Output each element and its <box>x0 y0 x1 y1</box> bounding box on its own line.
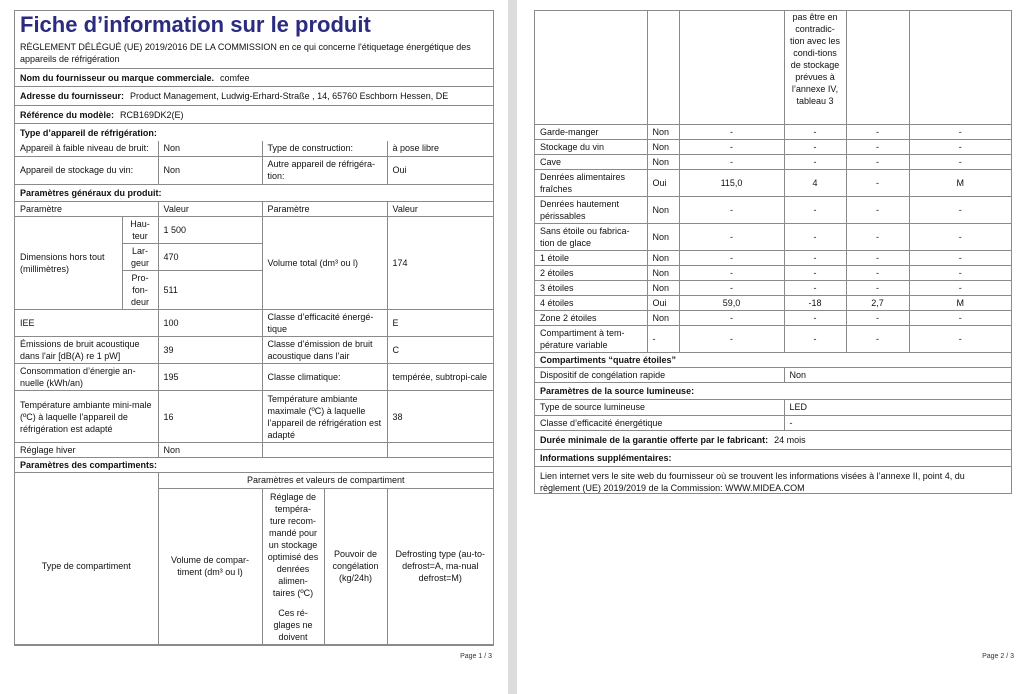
type-heading: Type d’appareil de réfrigération: <box>20 127 157 138</box>
empty-cell <box>15 473 158 488</box>
other-label: Autre appareil de réfrigéra-tion: <box>262 156 387 184</box>
address-value: Product Management, Ludwig-Erhard-Straße , 14, 65760 Eschborn Hessen, DE <box>130 91 449 101</box>
four-star-heading: Compartiments “quatre étoiles” <box>540 354 677 365</box>
address-row <box>15 87 493 106</box>
compartment-defrost: - <box>909 250 1011 265</box>
compartment-defrost: - <box>909 154 1011 169</box>
page-2 <box>517 0 1024 694</box>
compartment-freeze: - <box>846 124 909 139</box>
compartment-temp: - <box>784 124 846 139</box>
winter-value: Non <box>158 443 262 458</box>
link-text-block <box>535 467 1011 495</box>
compartment-temp: -18 <box>784 295 846 310</box>
warranty-value: 24 mois <box>774 434 806 445</box>
compartment-volume: - <box>679 265 784 280</box>
supplier-label: Nom du fournisseur ou marque commerciale. <box>20 72 215 83</box>
page-number: Page 1 / 3 <box>460 653 492 660</box>
compartment-temp: - <box>784 325 846 352</box>
model-label: Référence du modèle: <box>20 109 115 120</box>
compartment-row <box>535 265 1011 280</box>
page-1 <box>0 0 508 694</box>
light-type-label: Type de source lumineuse <box>535 400 784 415</box>
compartment-present: Non <box>647 139 679 154</box>
general-params-table <box>15 202 493 459</box>
compartment-present: Non <box>647 154 679 169</box>
empty-cell <box>262 443 387 458</box>
compartment-volume: 59,0 <box>679 295 784 310</box>
light-type-value: LED <box>784 400 1011 415</box>
empty-cell <box>679 11 784 124</box>
warranty-row <box>535 431 1011 450</box>
compartment-freeze: - <box>846 139 909 154</box>
compartment-row <box>535 169 1011 196</box>
iee-label: IEE <box>15 310 158 337</box>
compartment-name: 2 étoiles <box>535 265 647 280</box>
temp-note-continued: pas être en contradic-tion avec les condi-tions de stockage prévues à l’annexe IV, tableau 3 <box>784 11 846 124</box>
compartments-heading: Paramètres des compartiments: <box>20 460 158 470</box>
compartment-row <box>535 295 1011 310</box>
light-heading-row <box>535 383 1011 400</box>
min-temp-value: 16 <box>158 391 262 443</box>
light-table <box>535 400 1011 431</box>
compartment-temp: - <box>784 265 846 280</box>
compartment-row <box>535 124 1011 139</box>
compartment-temp: 4 <box>784 169 846 196</box>
compartment-present: Non <box>647 223 679 250</box>
compartment-freeze: - <box>846 169 909 196</box>
compartment-temp: - <box>784 310 846 325</box>
volume-label: Volume total (dm³ ou l) <box>262 217 387 310</box>
construction-label: Type de construction: <box>262 141 387 156</box>
noise-value: 39 <box>158 337 262 364</box>
info-heading: Informations supplémentaires: <box>540 452 672 463</box>
light-class-value: - <box>784 415 1011 430</box>
compartment-name: Stockage du vin <box>535 139 647 154</box>
compartment-row <box>535 250 1011 265</box>
compartment-name: Cave <box>535 154 647 169</box>
compartment-defrost: - <box>909 325 1011 352</box>
compartment-volume-label: Volume de compar-timent (dm³ ou l) <box>158 488 262 644</box>
fast-freeze-value: Non <box>784 368 1011 383</box>
type-heading-row <box>15 124 493 141</box>
wine-label: Appareil de stockage du vin: <box>15 156 158 184</box>
noise-class-label: Classe d’émission de bruit acoustique dans l’air <box>262 337 387 364</box>
compartment-volume: - <box>679 250 784 265</box>
compartment-row <box>535 223 1011 250</box>
compartment-freeze: - <box>846 196 909 223</box>
compartment-volume: - <box>679 310 784 325</box>
energy-value: 195 <box>158 364 262 391</box>
compartment-name: Sans étoile ou fabrica-tion de glace <box>535 223 647 250</box>
compartment-row <box>535 280 1011 295</box>
compartment-freeze: - <box>846 265 909 280</box>
compartment-defrost: - <box>909 223 1011 250</box>
compartment-volume: - <box>679 223 784 250</box>
page-gutter <box>508 0 517 694</box>
dimensions-label: Dimensions hors tout (millimètres) <box>15 217 122 310</box>
compartment-defrost: - <box>909 280 1011 295</box>
compartment-defrost: - <box>909 310 1011 325</box>
appliance-type-table <box>15 141 493 185</box>
compartment-freeze: - <box>846 310 909 325</box>
min-temp-label: Température ambiante mini-male (ºC) à laquelle l’appareil de réfrigération est adapté <box>15 391 158 443</box>
model-value: RCB169DK2(E) <box>120 109 184 120</box>
efficiency-class-value: E <box>387 310 493 337</box>
address-label: Adresse du fournisseur: <box>20 91 125 101</box>
compartment-present: Oui <box>647 169 679 196</box>
compartment-name: 1 étoile <box>535 250 647 265</box>
page-number: Page 2 / 3 <box>982 653 1014 660</box>
compartment-defrost: - <box>909 139 1011 154</box>
compartment-defrost: M <box>909 169 1011 196</box>
compartment-present: Non <box>647 280 679 295</box>
compartment-name: Denrées hautement périssables <box>535 196 647 223</box>
compartment-freeze: - <box>846 325 909 352</box>
compartment-name: Denrées alimentaires fraîches <box>535 169 647 196</box>
compartment-table <box>535 11 1011 353</box>
col-value-header-2: Valeur <box>387 202 493 217</box>
low-noise-label: Appareil à faible niveau de bruit: <box>15 141 158 156</box>
compartment-row <box>535 154 1011 169</box>
compartment-temp: - <box>784 154 846 169</box>
compartment-temp: - <box>784 196 846 223</box>
height-label: Hau-teur <box>122 217 158 244</box>
light-heading: Paramètres de la source lumineuse: <box>540 386 695 396</box>
compartment-params-heading: Paramètres et valeurs de compartiment <box>158 473 493 488</box>
empty-cell <box>909 11 1011 124</box>
compartment-temp-cell <box>262 488 324 644</box>
compartment-defrost-label: Defrosting type (au-to-defrost=A, ma-nual defrost=M) <box>387 488 493 644</box>
compartment-present: Non <box>647 124 679 139</box>
max-temp-value: 38 <box>387 391 493 443</box>
compartment-volume: - <box>679 196 784 223</box>
compartment-row <box>535 139 1011 154</box>
width-value: 470 <box>158 244 262 271</box>
wine-value: Non <box>158 156 262 184</box>
compartment-present: Non <box>647 310 679 325</box>
compartment-present: Non <box>647 250 679 265</box>
col-param-header-2: Paramètre <box>262 202 387 217</box>
compartment-row <box>535 325 1011 352</box>
compartment-row <box>535 310 1011 325</box>
compartment-name: Garde-manger <box>535 124 647 139</box>
low-noise-value: Non <box>158 141 262 156</box>
empty-cell <box>846 11 909 124</box>
compartment-present: - <box>647 325 679 352</box>
compartment-freeze: - <box>846 223 909 250</box>
compartment-freeze-label: Pouvoir de congélation (kg/24h) <box>324 488 387 644</box>
link-text: Lien internet vers le site web du fournisseur où se trouvent les informations visées à l’annexe II, point 4, du règlement (UE) 2019/2019 de la Commission: <box>540 470 965 493</box>
max-temp-label: Température ambiante maximale (ºC) à laquelle l’appareil de réfrigération est adapté <box>262 391 387 443</box>
compartment-freeze: - <box>846 250 909 265</box>
climate-value: tempérée, subtropi-cale <box>387 364 493 391</box>
noise-label: Émissions de bruit acoustique dans l'air [dB(A) re 1 pW] <box>15 337 158 364</box>
compartment-volume: 115,0 <box>679 169 784 196</box>
iee-value: 100 <box>158 310 262 337</box>
four-star-heading-row <box>535 353 1011 368</box>
empty-cell <box>387 443 493 458</box>
compartment-volume: - <box>679 124 784 139</box>
volume-value: 174 <box>387 217 493 310</box>
compartment-defrost: - <box>909 124 1011 139</box>
empty-cell <box>535 11 647 124</box>
compartment-volume: - <box>679 154 784 169</box>
page-title: Fiche d’information sur le produit <box>20 12 371 37</box>
compartment-temp: - <box>784 139 846 154</box>
compartment-temp: - <box>784 250 846 265</box>
compartment-header-table <box>15 473 493 645</box>
empty-cell <box>647 11 679 124</box>
supplier-link[interactable]: WWW.MIDEA.COM <box>725 482 805 493</box>
width-label: Lar-geur <box>122 244 158 271</box>
compartment-name: 4 étoiles <box>535 295 647 310</box>
compartments-heading-row <box>15 458 493 473</box>
compartment-freeze: - <box>846 154 909 169</box>
product-sheet-frame-2 <box>534 10 1012 494</box>
model-row <box>15 106 493 124</box>
climate-label: Classe climatique: <box>262 364 387 391</box>
compartment-present: Oui <box>647 295 679 310</box>
compartment-freeze: - <box>846 280 909 295</box>
fast-freeze-label: Dispositif de congélation rapide <box>535 368 784 383</box>
compartment-present: Non <box>647 265 679 280</box>
compartment-defrost: - <box>909 265 1011 280</box>
compartment-volume: - <box>679 325 784 352</box>
compartment-temp: - <box>784 280 846 295</box>
height-value: 1 500 <box>158 217 262 244</box>
supplier-value: comfee <box>220 72 250 83</box>
compartment-defrost: - <box>909 196 1011 223</box>
compartment-name: Zone 2 étoiles <box>535 310 647 325</box>
compartment-row <box>535 196 1011 223</box>
col-param-header: Paramètre <box>15 202 158 217</box>
winter-label: Réglage hiver <box>15 443 158 458</box>
compartment-temp-note: Ces ré-glages ne doivent <box>273 607 313 642</box>
compartment-present: Non <box>647 196 679 223</box>
regulation-text: RÈGLEMENT DÉLÉGUÉ (UE) 2019/2016 DE LA COMMISSION en ce qui concerne l'étiquetage énergétique des appareils de réfrigération <box>15 39 493 69</box>
other-value: Oui <box>387 156 493 184</box>
light-class-label: Classe d’efficacité énergétique <box>535 415 784 430</box>
construction-value: à pose libre <box>387 141 493 156</box>
general-heading: Paramètres généraux du produit: <box>20 187 162 198</box>
compartment-temp: - <box>784 223 846 250</box>
col-value-header: Valeur <box>158 202 262 217</box>
compartment-name: Compartiment à tem-pérature variable <box>535 325 647 352</box>
compartment-temp-label: Réglage de tempéra-ture recom-mandé pour un stockage optimisé des denrées alimen-taires (ºC) <box>267 491 319 598</box>
fast-freeze-table <box>535 368 1011 384</box>
compartment-volume: - <box>679 139 784 154</box>
efficiency-class-label: Classe d’efficacité énergé-tique <box>262 310 387 337</box>
noise-class-value: C <box>387 337 493 364</box>
info-heading-row <box>535 450 1011 467</box>
depth-label: Pro-fon-deur <box>122 271 158 310</box>
product-sheet-frame-1 <box>14 10 494 646</box>
compartment-defrost: M <box>909 295 1011 310</box>
depth-value: 511 <box>158 271 262 310</box>
general-heading-row <box>15 185 493 202</box>
compartment-name: 3 étoiles <box>535 280 647 295</box>
compartment-type-label: Type de compartiment <box>15 488 158 644</box>
warranty-label: Durée minimale de la garantie offerte par le fabricant: <box>540 434 769 445</box>
supplier-row <box>15 69 493 87</box>
compartment-volume: - <box>679 280 784 295</box>
compartment-freeze: 2,7 <box>846 295 909 310</box>
energy-label: Consommation d’énergie an-nuelle (kWh/an) <box>15 364 158 391</box>
